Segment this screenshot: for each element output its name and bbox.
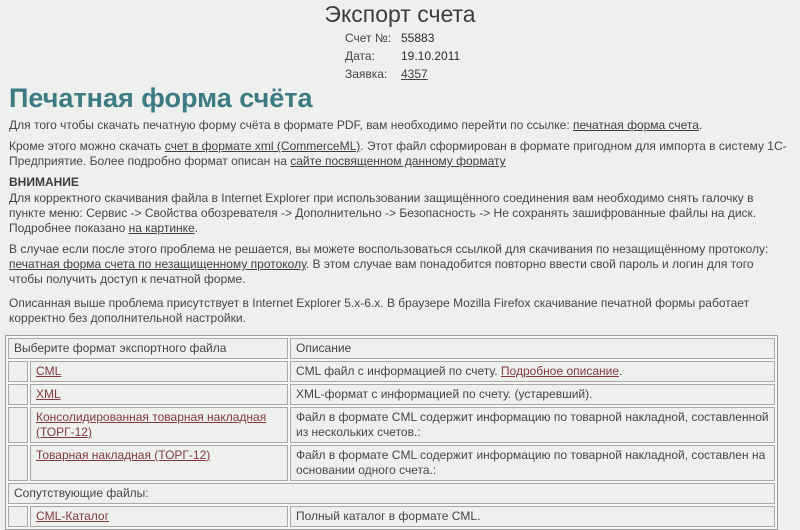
description-cell: CML файл с информацией по счету. Подробное описание. [290, 361, 775, 382]
format-cell [30, 361, 288, 382]
format-link[interactable]: Консолидированная товарная накладная (ТОРГ-12) [36, 410, 267, 439]
text-link[interactable]: Подробное описание [500, 364, 620, 378]
format-link[interactable]: XML [36, 387, 61, 401]
header-description-cell: Описание [290, 338, 775, 359]
row-spacer-cell [8, 445, 28, 481]
format-cell [30, 506, 288, 527]
request-label: Заявка: [345, 66, 388, 81]
row-spacer-cell [8, 361, 28, 382]
description-cell: Файл в формате CML содержит информацию по товарной накладной, составленной из нескольких счетов.: [290, 407, 775, 443]
format-link[interactable]: CML-Каталог [36, 509, 109, 523]
text-link[interactable]: печатная форма счета [573, 118, 699, 132]
table-row [8, 361, 775, 382]
description-cell: Полный каталог в формате CML. [290, 506, 775, 527]
invoice-number-label: Счет №: [345, 30, 392, 45]
attention-heading: ВНИМАНИЕ [9, 175, 79, 189]
format-cell [30, 407, 288, 443]
invoice-date-row [345, 47, 800, 65]
format-cell [30, 445, 288, 481]
row-spacer-cell [8, 384, 28, 405]
paragraph-unsecure: В случае если после этого проблема не решается, вы можете воспользоваться ссылкой для скачивания по незащищённому протоколу: печатная форма счета по незащищенному протоколу. В этом случае вам понадобится повторно ввести свой пароль и логин для того чтобы получить доступ к печатной форме. [9, 242, 769, 286]
description-cell: Файл в формате CML содержит информацию по товарной накладной, составлен на основании одного счета.: [290, 445, 775, 481]
section-heading: Печатная форма счёта [9, 83, 313, 113]
table-row [8, 407, 775, 443]
main-content [0, 84, 800, 530]
text-link[interactable]: счет в формате xml (CommerceML) [164, 139, 361, 153]
paragraph-ie: Для корректного скачивания файла в Internet Explorer при использовании защищённого соединения вам необходимо снять галочку в пункте меню: Сервис -> Свойства обозревателя -> Дополнительно -> Безопасность -> Не сохранять зашифрованные файлы на диск. Подробнее показано на картинке. [9, 191, 757, 235]
row-spacer-cell [8, 407, 28, 443]
paragraph-xml: Кроме этого можно скачать счет в формате xml (CommerceML). Этот файл сформирован в формате пригодном для импорта в систему 1С-Предприятие. Более подробно формат описан на сайте посвященном данному формату [9, 139, 787, 168]
export-table-body [8, 361, 775, 527]
invoice-number-row [345, 29, 800, 47]
table-row [8, 506, 775, 527]
invoice-number-value: 55883 [401, 30, 435, 45]
request-number-link[interactable]: 4357 [401, 66, 428, 81]
related-files-row [8, 483, 775, 504]
format-cell [30, 384, 288, 405]
format-link[interactable]: CML [36, 364, 62, 378]
table-row [8, 384, 775, 405]
text-link[interactable]: печатная форма счета по незащищенному протоколу [9, 257, 306, 271]
format-link[interactable]: Товарная накладная (ТОРГ-12) [36, 448, 211, 462]
export-format-table [5, 335, 778, 530]
invoice-date-value: 19.10.2011 [401, 48, 461, 63]
table-row [8, 445, 775, 481]
request-row [345, 65, 800, 83]
row-spacer-cell [8, 506, 28, 527]
paragraph-browsers: Описанная выше проблема присутствует в Internet Explorer 5.x-6.x. В браузере Mozilla Firefox скачивание печатной формы работает корректно без дополнительной настройки. [9, 296, 750, 325]
table-header-row [8, 338, 775, 359]
page-title: Экспорт счета [324, 1, 476, 27]
text-link[interactable]: сайте посвященном данному формату [290, 154, 506, 168]
invoice-date-label: Дата: [345, 48, 375, 63]
related-files-label: Сопутствующие файлы: [8, 483, 775, 504]
text-link[interactable]: на картинке [128, 221, 195, 235]
header-format-cell: Выберите формат экспортного файла [8, 338, 288, 359]
description-cell: XML-формат с информацией по счету. (устаревший). [290, 384, 775, 405]
invoice-info [345, 29, 800, 83]
paragraph-pdf: Для того чтобы скачать печатную форму счёта в формате PDF, вам необходимо перейти по ссылке: печатная форма счета. [9, 118, 703, 132]
